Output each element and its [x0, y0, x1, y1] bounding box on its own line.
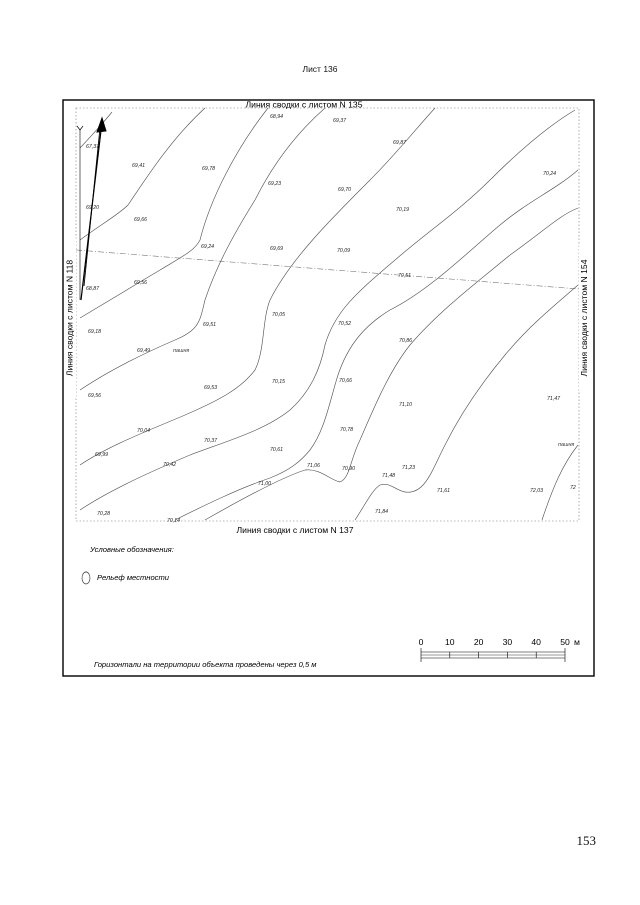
elevation-label: 69,78 — [202, 166, 215, 172]
elevation-label: 69,69 — [270, 246, 283, 252]
elevation-label: 70,42 — [163, 462, 176, 468]
page-number: 153 — [576, 833, 596, 848]
elevation-label: 69,24 — [201, 244, 214, 250]
elevation-label: 71,10 — [399, 402, 412, 408]
scale-bar-ticks — [419, 637, 580, 647]
elevation-label: 70,51 — [398, 273, 411, 279]
contour-line — [175, 170, 578, 520]
sheet-title: Лист 136 — [302, 64, 338, 74]
elevation-label: 69,18 — [88, 329, 101, 335]
relief-legend-label: Рельеф местности — [97, 573, 170, 582]
elevation-label: 69,87 — [393, 140, 406, 146]
scale-tick-label: 20 — [473, 637, 484, 647]
elevation-label: 70,52 — [338, 321, 351, 327]
elevation-label: 69,23 — [268, 181, 281, 187]
scale-unit-label: м — [574, 637, 580, 647]
contour-lines — [80, 108, 578, 520]
left-edge-label: Линия сводки с листом N 118 — [64, 259, 75, 377]
right-edge-label: Линия сводки с листом N 154 — [579, 259, 589, 377]
elevation-label: 70,15 — [272, 379, 285, 385]
elevation-label: 69,20 — [86, 205, 99, 211]
plan-boundary — [76, 108, 579, 521]
elevation-label: 69,49 — [137, 348, 150, 354]
contour-line — [80, 108, 435, 465]
elevation-label: 71,47 — [547, 396, 560, 402]
elevation-label: 70,04 — [137, 428, 150, 434]
land-use-label: пашня — [173, 348, 190, 354]
elevation-label: 69,99 — [95, 452, 108, 458]
legend-heading: Условные обозначения: — [90, 545, 174, 554]
elevation-label: 70,24 — [543, 171, 556, 177]
elevation-label: 70,14 — [167, 518, 180, 524]
elevation-label: 70,19 — [396, 207, 409, 213]
elevation-label: 70,86 — [399, 338, 412, 344]
scale-tick-label: 10 — [445, 637, 455, 647]
elevation-label: 72 — [570, 485, 576, 491]
map-frame — [63, 100, 594, 676]
elevation-label: 72,03 — [530, 488, 543, 494]
elevation-label: 70,05 — [272, 312, 285, 318]
scale-tick-label: 0 — [418, 637, 424, 647]
elevation-label: 67,37 — [86, 144, 99, 150]
bottom-edge-label: Линия сводки с листом N 137 — [236, 525, 354, 535]
elevation-label: 70,09 — [337, 248, 350, 254]
land-use-label: пашня — [558, 442, 575, 448]
elevation-label: 71,06 — [307, 463, 320, 469]
scale-tick-label: 50 — [560, 637, 570, 647]
elevation-label: 70,78 — [340, 427, 353, 433]
top-edge-label: Линия сводки с листом N 135 — [245, 99, 363, 110]
elevation-label: 69,66 — [134, 217, 147, 223]
elevation-label: 70,37 — [204, 438, 217, 444]
scale-bar — [421, 648, 565, 662]
elevation-label: 71,23 — [402, 465, 415, 471]
elevation-label: 71,48 — [382, 473, 395, 479]
elevation-label: 70,66 — [339, 378, 352, 384]
contour-line — [542, 445, 578, 520]
elevation-label: 69,41 — [132, 163, 145, 169]
elevation-label: 70,28 — [97, 511, 110, 517]
elevation-label: 69,37 — [333, 118, 346, 124]
elevation-label: 69,56 — [134, 280, 147, 286]
contour-line — [80, 108, 268, 318]
elevation-marks — [86, 114, 576, 524]
section-line — [76, 250, 579, 289]
elevation-label: 69,53 — [204, 385, 217, 391]
elevation-label: 69,51 — [203, 322, 216, 328]
elevation-label: 71,84 — [375, 509, 388, 515]
elevation-label: 69,70 — [338, 187, 351, 193]
elevation-label: 71,00 — [258, 481, 271, 487]
contour-interval-note: Горизонтали на территории объекта проведены через 0,5 м — [94, 660, 317, 669]
contour-line — [80, 112, 112, 148]
contour-line — [355, 285, 578, 520]
contour-line — [80, 110, 575, 510]
scale-tick-label: 30 — [502, 637, 513, 647]
elevation-label: 68,94 — [270, 114, 283, 120]
elevation-label: 69,56 — [88, 393, 101, 399]
relief-legend-icon — [82, 572, 90, 584]
elevation-label: 70,61 — [270, 447, 283, 453]
elevation-label: 68,87 — [86, 286, 99, 292]
elevation-label: 70,90 — [342, 466, 355, 472]
elevation-label: 71,61 — [437, 488, 450, 494]
scale-tick-label: 40 — [531, 637, 541, 647]
